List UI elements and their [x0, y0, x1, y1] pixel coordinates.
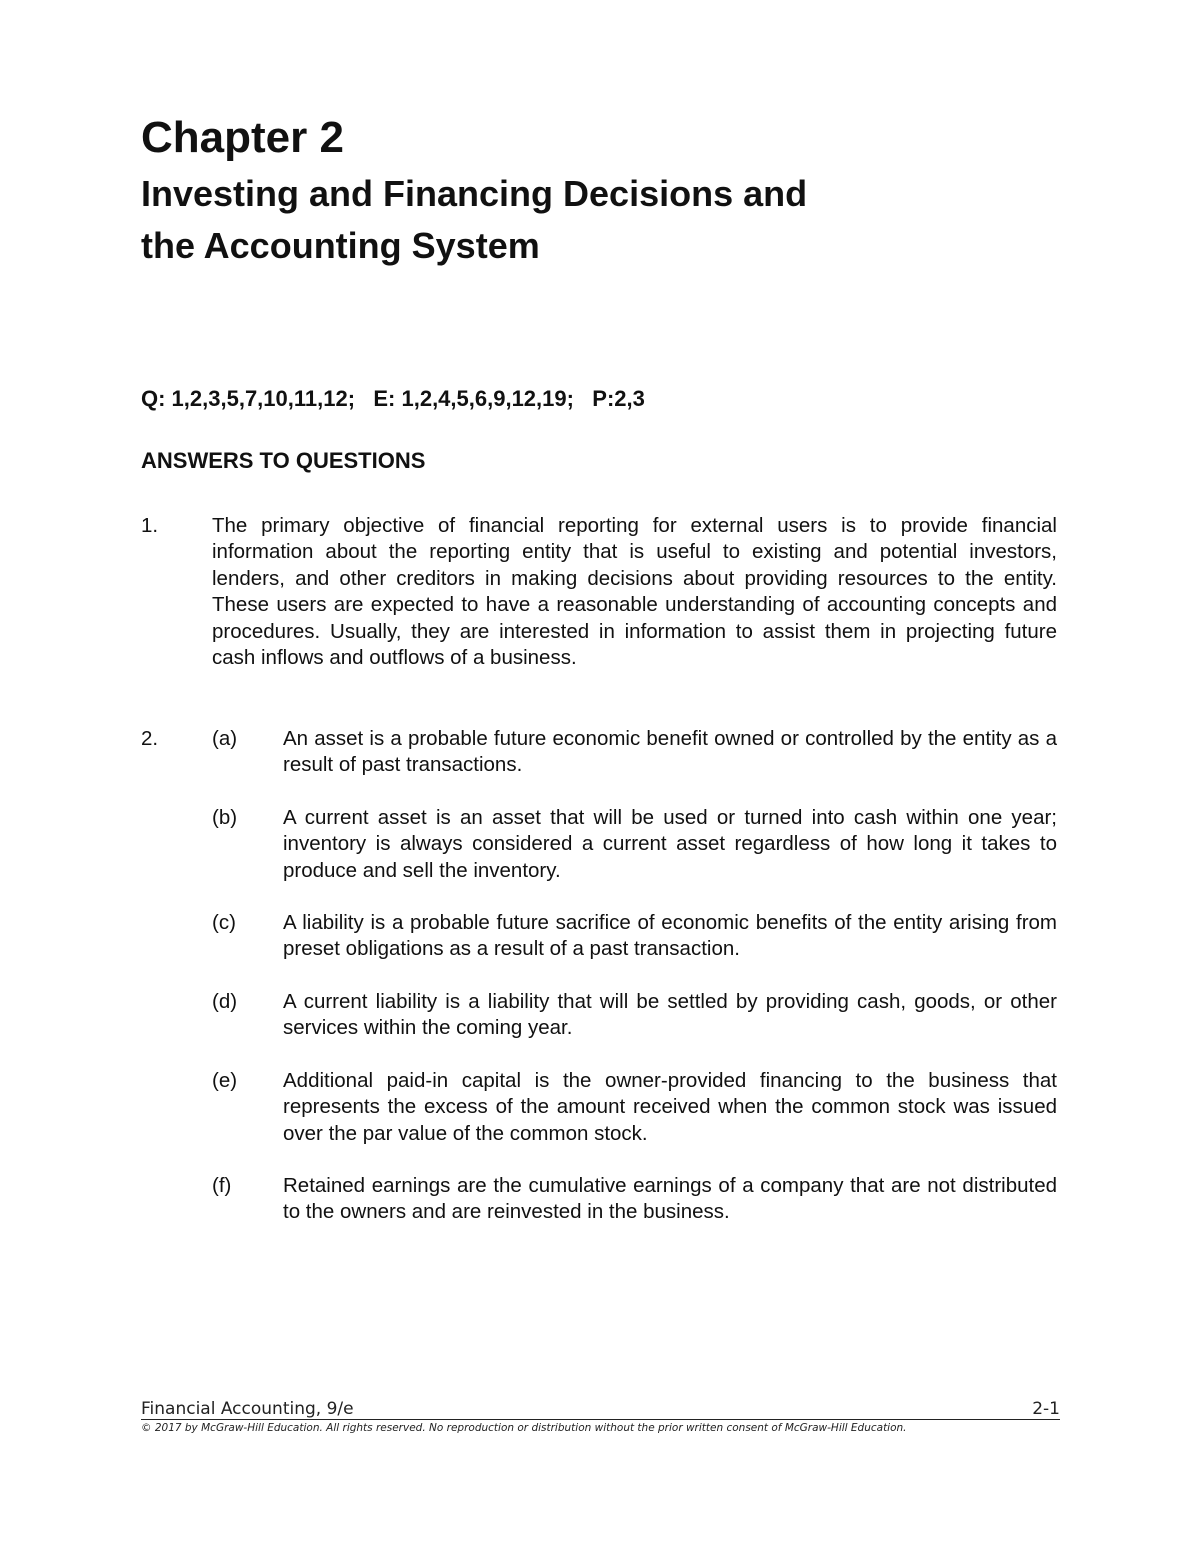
- footer-rule-row: [141, 1400, 1060, 1420]
- item-letter: (e): [212, 1069, 238, 1092]
- item-text: An asset is a probable future economic benefit owned or controlled by the entity as a result of past transactions.: [283, 727, 1057, 777]
- assignment-list: Q: 1,2,3,5,7,10,11,12; E: 1,2,4,5,6,9,12,19; P:2,3: [141, 386, 645, 411]
- section-heading: ANSWERS TO QUESTIONS: [141, 448, 426, 473]
- item-text: A liability is a probable future sacrifice of economic benefits of the entity arising from preset obligations as a result of a past transaction.: [283, 911, 1057, 961]
- chapter-title: Chapter 2: [141, 113, 344, 162]
- chapter-subtitle: [141, 168, 1041, 272]
- item-letter: (a): [212, 727, 238, 750]
- question-number-2: 2.: [141, 727, 159, 750]
- item-letter: (c): [212, 911, 236, 934]
- item-letter: (d): [212, 990, 238, 1013]
- subtitle-line-1: Investing and Financing Decisions and: [141, 173, 808, 214]
- item-letter: (b): [212, 806, 238, 829]
- question-1-answer: The primary objective of financial reporting for external users is to provide financial information about the reporting entity that is useful to existing and potential investors, lenders, and other creditors in making decisions about providing resources to the entity. These users are expected to have a reasonable understanding of accounting concepts and procedures. Usually, they are interested in information to assist them in projecting future cash inflows and outflows of a business.: [212, 514, 1057, 670]
- item-text: Retained earnings are the cumulative earnings of a company that are not distributed to the owners and are reinvested in the business.: [283, 1174, 1057, 1224]
- footer-copyright: © 2017 by McGraw-Hill Education. All rights reserved. No reproduction or distribution without the prior written consent of McGraw-Hill Education.: [141, 1422, 907, 1434]
- footer-book-title: Financial Accounting, 9/e: [141, 1399, 354, 1419]
- item-text: A current liability is a liability that will be settled by providing cash, goods, or other services within the coming year.: [283, 990, 1057, 1040]
- item-text: Additional paid-in capital is the owner-provided financing to the business that represents the excess of the amount received when the common stock was issued over the par value of the common stock.: [283, 1069, 1057, 1145]
- subtitle-line-2: the Accounting System: [141, 225, 540, 266]
- footer-page-number: 2-1: [1032, 1399, 1060, 1419]
- question-number-1: 1.: [141, 514, 159, 537]
- page-footer: [141, 1400, 1060, 1435]
- item-letter: (f): [212, 1174, 232, 1197]
- item-text: A current asset is an asset that will be used or turned into cash within one year; inventory is always considered a current asset regardless of how long it takes to produce and sell the inventory.: [283, 806, 1057, 882]
